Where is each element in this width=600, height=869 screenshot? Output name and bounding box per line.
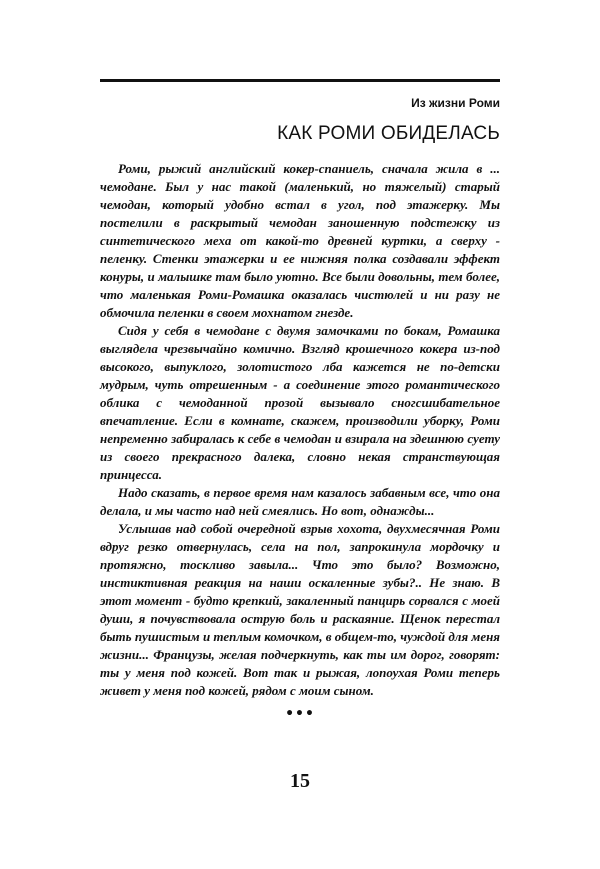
paragraph-2: Сидя у себя в чемодане с двумя замочками по бокам, Ромашка выглядела чрезвычайно комично. Взгляд крошечного кокера из-под высокого, выпуклого, золотистого лба кажется не по-детски мудрым, чуть отрешенным - а соединение этого романтического облика с чемоданной прозой вызывало сногсшибательное впечатление. Если в комнате, скажем, производили уборку, Роми непременно забиралась к себе в чемодан и взирала на здешнюю суету из своего прекрасного далека, словно некая странствующая принцесса. bbox=[100, 323, 500, 482]
article-body bbox=[100, 160, 500, 700]
page-number: 15 bbox=[290, 770, 310, 792]
paragraph-3: Надо сказать, в первое время нам казалось забавным все, что она делала, и мы часто над ней смеялись. Но вот, однажды... bbox=[100, 485, 500, 518]
paragraph-4: Услышав над собой очередной взрыв хохота, двухмесячная Роми вдруг резко отвернулась, села на пол, запрокинула мордочку и протяжно, тоскливо завыла... Что это было? Возможно, инстиктивная реакция на наши оскаленные зубы?.. Не знаю. В этот момент - будто крепкий, закаленный панцирь сорвался с моей души, я почувствовала острую боль и раскаяние. Щенок перестал быть пушистым и теплым комочком, в общем-то, чуждой для меня жизни... Французы, желая подчеркнуть, как ты им дорог, говорят: ты у меня под кожей. Вот так и рыжая, лопоухая Роми теперь живет у меня под кожей, рядом с моим сыном. bbox=[100, 521, 500, 698]
running-head: Из жизни Роми bbox=[411, 96, 500, 110]
top-rule bbox=[100, 79, 500, 82]
section-separator: ••• bbox=[285, 706, 315, 722]
article-title: КАК РОМИ ОБИДЕЛАСЬ bbox=[277, 123, 500, 144]
paragraph-1: Роми, рыжий английский кокер-спаниель, сначала жила в ... чемодане. Был у нас такой (маленький, но тяжелый) старый чемодан, который удобно встал в угол, под этажерку. Мы постелили в раскрытый чемодан заношенную подстежку из синтетического меха от какой-то древней куртки, а сверху - пеленку. Стенки этажерки и ее нижняя полка создавали эффект конуры, и малышке там было уютно. Все были довольны, тем более, что маленькая Роми-Ромашка оказалась чистюлей и ни разу не обмочила пеленки в своем мохнатом гнезде. bbox=[100, 161, 500, 320]
